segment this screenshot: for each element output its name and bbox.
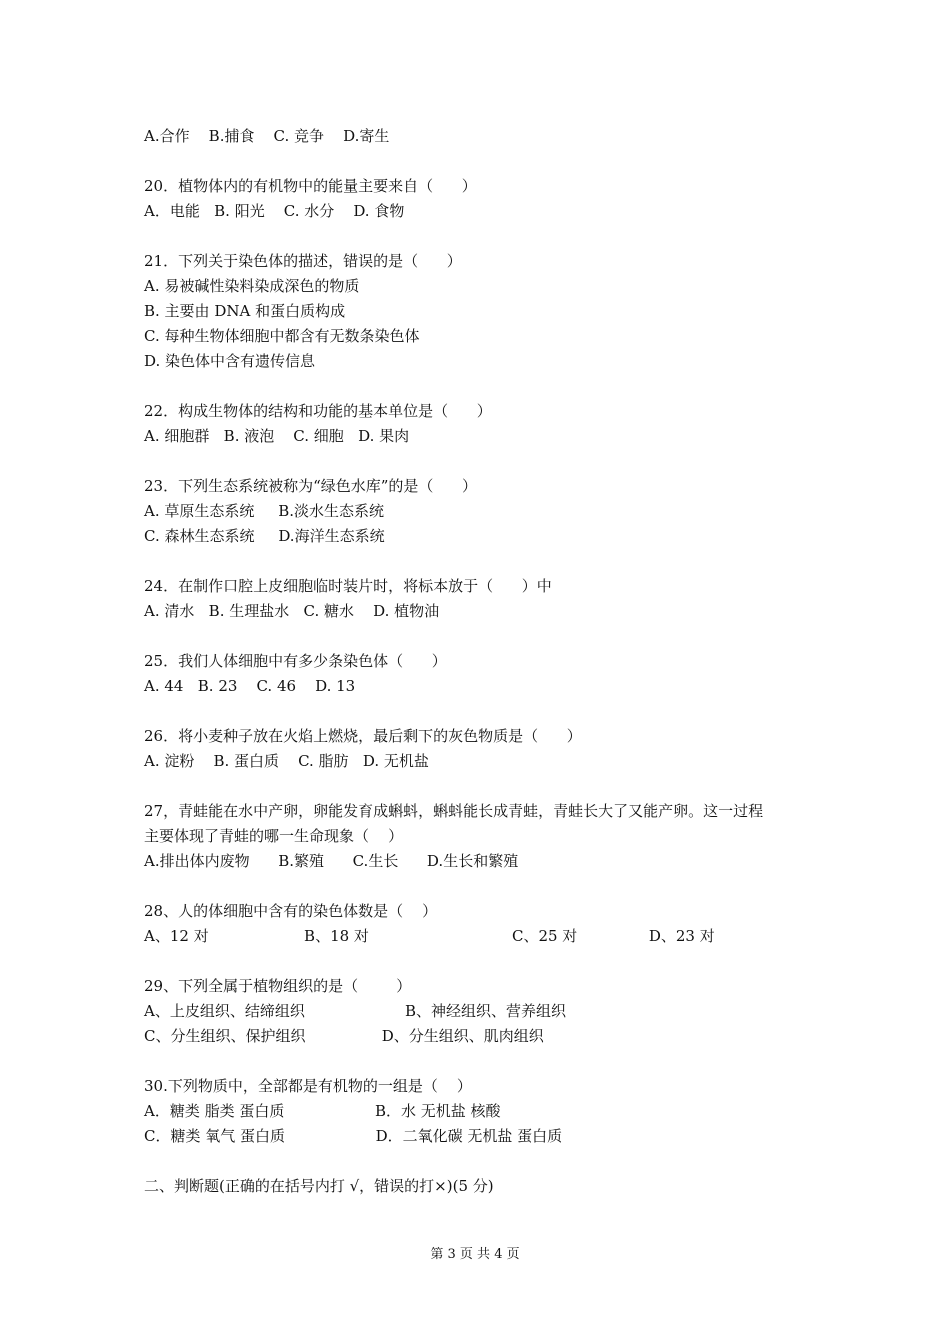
text-line: 21．下列关于染色体的描述，错误的是（ ） bbox=[144, 252, 462, 270]
text-line: A. 44 B. 23 C. 46 D. 13 bbox=[144, 677, 356, 695]
text-line: A．糖类 脂类 蛋白质 B．水 无机盐 核酸 bbox=[144, 1102, 501, 1120]
blank-line bbox=[144, 149, 824, 174]
text-line: A. 细胞群 B. 液泡 C. 细胞 D. 果肉 bbox=[144, 427, 410, 445]
text-line: B. 主要由 DNA 和蛋白质构成 bbox=[144, 302, 346, 320]
text-line: D. 染色体中含有遗传信息 bbox=[144, 352, 316, 370]
text-line: A、上皮组织、结缔组织 B、神经组织、营养组织 bbox=[144, 1002, 566, 1020]
blank-line bbox=[144, 1049, 824, 1074]
text-line: 24．在制作口腔上皮细胞临时装片时，将标本放于（ ）中 bbox=[144, 577, 552, 595]
blank-line bbox=[144, 1149, 824, 1174]
blank-line bbox=[144, 224, 824, 249]
text-line: 二、判断题(正确的在括号内打 √，错误的打×)(5 分) bbox=[144, 1177, 494, 1195]
text-line: 26．将小麦种子放在火焰上燃烧，最后剩下的灰色物质是（ ） bbox=[144, 727, 582, 745]
blank-line bbox=[144, 874, 824, 899]
text-line: C．糖类 氧气 蛋白质 D．二氧化碳 无机盐 蛋白质 bbox=[144, 1127, 563, 1145]
text-line: 23．下列生态系统被称为“绿色水库”的是（ ） bbox=[144, 477, 478, 495]
text-line: A. 易被碱性染料染成深色的物质 bbox=[144, 277, 360, 295]
text-line: 22．构成生物体的结构和功能的基本单位是（ ） bbox=[144, 402, 492, 420]
text-line: 29、下列全属于植物组织的是（ ） bbox=[144, 977, 412, 995]
text-line: A. 清水 B. 生理盐水 C. 糖水 D. 植物油 bbox=[144, 602, 440, 620]
blank-line bbox=[144, 549, 824, 574]
text-line: A.排出体内废物 B.繁殖 C.生长 D.生长和繁殖 bbox=[144, 852, 519, 870]
text-line: 20．植物体内的有机物中的能量主要来自（ ） bbox=[144, 177, 477, 195]
blank-line bbox=[144, 449, 824, 474]
blank-line bbox=[144, 374, 824, 399]
blank-line bbox=[144, 774, 824, 799]
blank-line bbox=[144, 624, 824, 649]
text-line: A. 草原生态系统 B.淡水生态系统 bbox=[144, 502, 385, 520]
text-line: A. 淀粉 B. 蛋白质 C. 脂肪 D. 无机盐 bbox=[144, 752, 429, 770]
text-line: A.合作 B.捕食 C. 竞争 D.寄生 bbox=[144, 127, 390, 145]
blank-line bbox=[144, 949, 824, 974]
text-line: C、分生组织、保护组织 D、分生组织、肌肉组织 bbox=[144, 1027, 544, 1045]
text-line: 27，青蛙能在水中产卵，卵能发育成蝌蚪，蝌蚪能长成青蛙，青蛙长大了又能产卵。这一过程 bbox=[144, 802, 764, 820]
text-line: 28、人的体细胞中含有的染色体数是（ ） bbox=[144, 902, 438, 920]
text-line: A、12 对 B、18 对 C、25 对 D、23 对 bbox=[144, 927, 715, 945]
text-line: C. 每种生物体细胞中都含有无数条染色体 bbox=[144, 327, 420, 345]
text-line: C. 森林生态系统 D.海洋生态系统 bbox=[144, 527, 385, 545]
blank-line bbox=[144, 699, 824, 724]
text-line: 30.下列物质中，全部都是有机物的一组是（ ） bbox=[144, 1077, 472, 1095]
text-line: 25．我们人体细胞中有多少条染色体（ ） bbox=[144, 652, 447, 670]
text-line: A．电能 B. 阳光 C. 水分 D. 食物 bbox=[144, 202, 405, 220]
page-footer: 第 3 页 共 4 页 bbox=[430, 1247, 520, 1262]
page-body bbox=[144, 124, 824, 1199]
text-line: 主要体现了青蛙的哪一生命现象（ ） bbox=[144, 827, 404, 845]
